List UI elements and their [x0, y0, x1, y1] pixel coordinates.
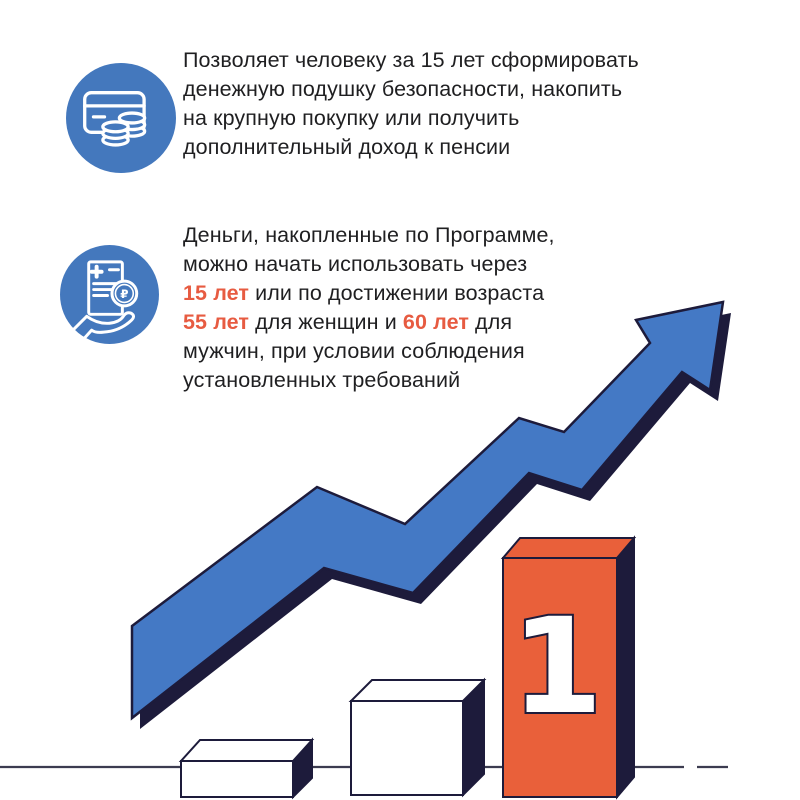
ruble-symbol: ₽ [120, 287, 129, 302]
block-small-front [181, 761, 293, 797]
highlight-15-years: 15 лет [183, 281, 250, 305]
usage-line-6: установленных требований [183, 368, 461, 392]
highlight-60-years: 60 лет [402, 310, 469, 334]
usage-line-2: можно начать использовать через [183, 252, 528, 276]
podium-block-medium [351, 680, 484, 795]
highlight-55-years: 55 лет [183, 310, 250, 334]
block-first-top [503, 538, 634, 558]
block-first-side [617, 538, 634, 797]
usage-line-4b: для [468, 310, 513, 334]
block-small-top [181, 740, 312, 761]
benefit-paragraph: Позволяет человеку за 15 лет сформировать денежную подушку безопасности, накопить на крупную покупку или получить дополнительный доход к пенсии [183, 48, 639, 159]
usage-line-4a: для женщин и [249, 310, 403, 334]
usage-line-3: или по достижении возраста [249, 281, 545, 305]
block-medium-top [351, 680, 484, 701]
podium-block-small [181, 740, 312, 797]
usage-line-1: Деньги, накопленные по Программе, [183, 223, 555, 247]
rank-1-label: 1 [511, 590, 603, 744]
block-medium-front [351, 701, 463, 795]
usage-line-5: мужчин, при условии соблюдения [183, 339, 525, 363]
